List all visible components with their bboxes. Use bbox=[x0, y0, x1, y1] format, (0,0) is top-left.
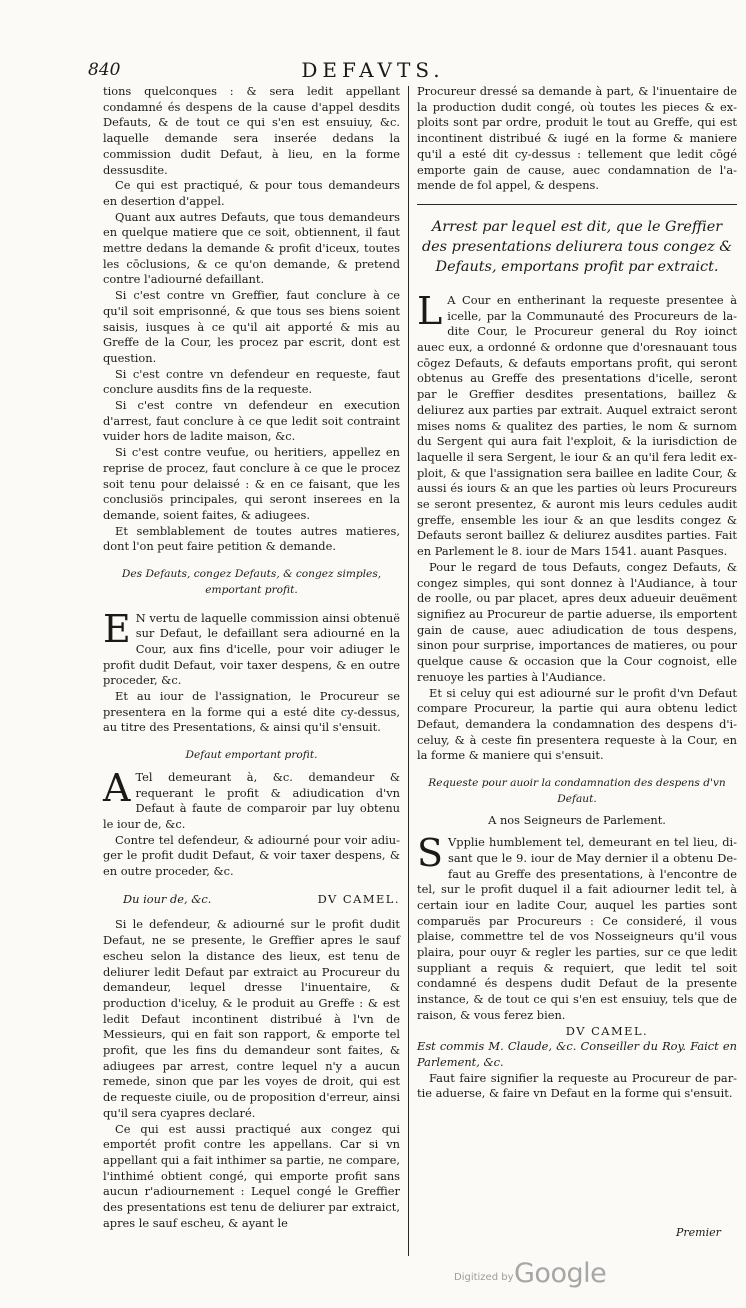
paragraph: Faut faire signifier la requeste au Procureur de partie aduerse, & faire vn Defaut en la forme qui s'ensuit. bbox=[417, 1070, 737, 1101]
paragraph: Contre tel defendeur, & adiourné pour voir adiuger le profit dudit Defaut, & voir taxer despens, & en outre proceder, &c. bbox=[103, 832, 400, 879]
paragraph: Et au iour de l'assignation, le Procureur se presentera en la forme qui a esté dite cy-dessus, au titre des Presentations, & ainsi qu'il s'ensuit. bbox=[103, 689, 400, 735]
digitized-watermark bbox=[454, 1258, 624, 1292]
paragraph: L A Cour en entherinant la requeste presentee à icelle, par la Communauté des Procureurs de ladite Cour, le Procureur general du Roy ioinct auec eux, a ordonné & ordonne que d'oresnauant tous cōgez Defauts, & defauts emportans profit, qui seront obtenus au Greffe des presentations d'icelle, seront par le Greffier desdites presentations, baillez & deliurez aux parties par extrait. Auquel extraict seront mises noms & qualitez des parties, le nom & surnom du Sergent qui aura fait l'exploit, & la iurisdiction de laquelle il sera Sergent, le iour & an qu'il fera ledit exploit, & que l'assignation sera baillee en ladite Cour, & aussi és iours & an que les parties où leurs Procureurs se seront presentez, & auront mis leurs cedules audit greffe, ensemble les iour & an que lesdits congez & Defauts seront baillez & deliurez ausdites parties. Fait en Parlement le 8. iour de Mars 1541. auant Pasques. bbox=[417, 288, 737, 559]
date-signature-row bbox=[103, 892, 400, 908]
paragraph: Pour le regard de tous Defauts, congez Defauts, & congez simples, qui sont donnez à l'Audiance, à tour de roolle, ou par placet, apres deux adueuir deuëment signifiez au Procureur de partie aduerse, ils emportent gain de cause, auec adiudication de tous despens, sinon pour surprise, importances de matieres, ou pour quelque cause & occasion que la Cour cognoist, elle renuoye les parties à l'Audiance. bbox=[417, 559, 737, 684]
decree-title: Arrest par lequel est dit, que le Greffier des presentations deliurera tous congez & Defauts, emportans profit par extraict. bbox=[421, 218, 733, 275]
paragraph: Si c'est contre vn defendeur en requeste, faut conclure ausdits fins de la requeste. bbox=[103, 366, 400, 397]
drop-cap: A bbox=[103, 765, 131, 810]
paragraph: S Vpplie humblement tel, demeurant en tel lieu, disant que le 9. iour de May dernier il a obtenu Defaut au Greffe des presentations, à l'encontre de tel, sur le profit duquel il a fait adiourner ledit tel, à certain iour en ladite Cour, auquel les parties sont comparuës par Procureurs : Ce consideré, il vous plaise, commettre tel de vos Nosseigneurs qu'il vous plaira, pour ouyr & regler les parties, sur ce que ledit suppliant a requis & requiert, que ledit tel soit condamné és despens dudit Defaut de la presente instance, & de tout ce qui s'en est ensuiuy, tels que de raison, & vous ferez bien. bbox=[417, 831, 737, 1022]
paragraph: Ce qui est practiqué, & pour tous demandeurs en desertion d'appel. bbox=[103, 178, 400, 208]
paragraph: Si c'est contre vn defendeur en execution d'arrest, faut conclure à ce que ledit soit contraint vuider hors de ladite maison, &c. bbox=[103, 398, 400, 444]
google-logo: Google bbox=[514, 1258, 607, 1289]
date-line: Du iour de, &c. bbox=[123, 891, 212, 906]
address-line: A nos Seigneurs de Parlement. bbox=[488, 813, 666, 828]
paragraph: Et semblablement de toutes autres matieres, dont l'on peut faire petition & demande. bbox=[103, 523, 400, 554]
paragraph: Si c'est contre veufue, ou heritiers, appellez en reprise de procez, faut conclure à ce que le procez soit tenu pour delaissé : & en ce faisant, que les conclusiös principales, qui seront inserees en la demande, soient faites, & adiugees. bbox=[103, 445, 400, 522]
section-heading: Requeste pour auoir la condamnation des despens d'vn Defaut. bbox=[428, 777, 726, 805]
running-title: DEFAVTS. bbox=[301, 58, 445, 82]
right-column bbox=[417, 84, 737, 1102]
section-rule bbox=[417, 204, 737, 205]
drop-cap: L bbox=[417, 288, 443, 333]
column-divider bbox=[408, 86, 409, 1256]
section-heading: Des Defauts, congez Defauts, & congez simples, emportant profit. bbox=[121, 568, 382, 596]
drop-cap: E bbox=[103, 606, 131, 651]
catchword: Premier bbox=[676, 1226, 721, 1239]
paragraph: Si le defendeur, & adiourné sur le profit dudit Defaut, ne se presente, le Greffier apres le sauf escheu selon la distance des lieux, est tenu de deliurer ledit Defaut par extraict au Procureur du demandeur, lequel dresse l'inuentaire, & production d'iceluy, & le produit au Greffe : & est ledit Defaut incontinent distribué à l'vn de Messieurs, qui en fait son rapport, & emporte tel profit, que les fins du demandeur sont faites, & adiugees par arrest, contre lequel n'y a aucun remede, sinon que par les voyes de droit, qui est de requeste ciuile, ou de proposition d'erreur, ainsi qu'il sera cyapres declaré. bbox=[103, 917, 400, 1120]
paragraph: Si c'est contre vn Greffier, faut conclure à ce qu'il soit emprisonné, & que tous ses biens soient saisis, iusques à ce qu'il ait apporté & mis au Greffe de la Cour, les procez par escrit, dont est question. bbox=[103, 288, 400, 365]
paragraph: Quant aux autres Defauts, que tous demandeurs en quelque matiere que ce soit, obtiennent, il faut mettre dedans la demande & profit d'iceux, toutes les cōclusions, & ce qu'on demande, & pretend contre l'adiourné defaillant. bbox=[103, 209, 400, 287]
signature: DV CAMEL. bbox=[565, 1023, 649, 1038]
signature: DV CAMEL. bbox=[317, 891, 400, 906]
paragraph: Et si celuy qui est adiourné sur le profit d'vn Defaut compare Procureur, la partie qui aura obtenu ledict Defaut, demandera la condamnation des despens d'iceluy, & à ceste fin presentera requeste à la Cour, en la forme & maniere qui s'ensuit. bbox=[417, 685, 737, 763]
paragraph: tions quelconques : & sera ledit appellant condamné és despens de la cause d'appel desdits Defauts, & de tout ce qui s'en est ensuiuy, &c. laquelle demande sera inserée dedans la commission dudit Defaut, à lieu, en la forme dessusdite. bbox=[103, 84, 400, 177]
commission-note: Est commis M. Claude, &c. Conseiller du Roy. Faict en Parlement, &c. bbox=[417, 1039, 737, 1069]
paragraph: Procureur dressé sa demande à part, & l'inuentaire de la production dudit congé, où toutes les pieces & exploits sont par ordre, produit le tout au Greffe, qui est incontinent distribué & iugé en la forme & maniere qu'il a esté dit cy-dessus : tellement que ledit cōgé emporte gain de cause, auec condamnation de l'amende de fol appel, & despens. bbox=[417, 84, 737, 193]
section-heading: Defaut emportant profit. bbox=[185, 749, 318, 762]
drop-cap: S bbox=[417, 831, 444, 876]
digitized-label: Digitized by bbox=[454, 1272, 514, 1283]
paragraph: Ce qui est aussi practiqué aux congez qui emportét profit contre les appellans. Car si vn appellant qui a fait inthimer sa partie, ne compare, l'inthimé obtient congé, qui emporte profit sans aucun r'adiournement : Lequel congé le Greffier des presentations est tenu de deliurer par extraict, apres le sauf escheu, & ayant le bbox=[103, 1121, 400, 1230]
page-number: 840 bbox=[88, 60, 121, 80]
left-column bbox=[103, 84, 400, 1232]
paragraph: A Tel demeurant à, &c. demandeur & requerant le profit & adiudication d'vn Defaut à faute de comparoir par luy obtenu le iour de, &c. bbox=[103, 765, 400, 831]
paragraph: E N vertu de laquelle commission ainsi obtenuë sur Defaut, le defaillant sera adiourné en la Cour, aux fins d'icelle, pour voir adiuger le profit dudit Defaut, voir taxer despens, & en outre proceder, &c. bbox=[103, 606, 400, 688]
